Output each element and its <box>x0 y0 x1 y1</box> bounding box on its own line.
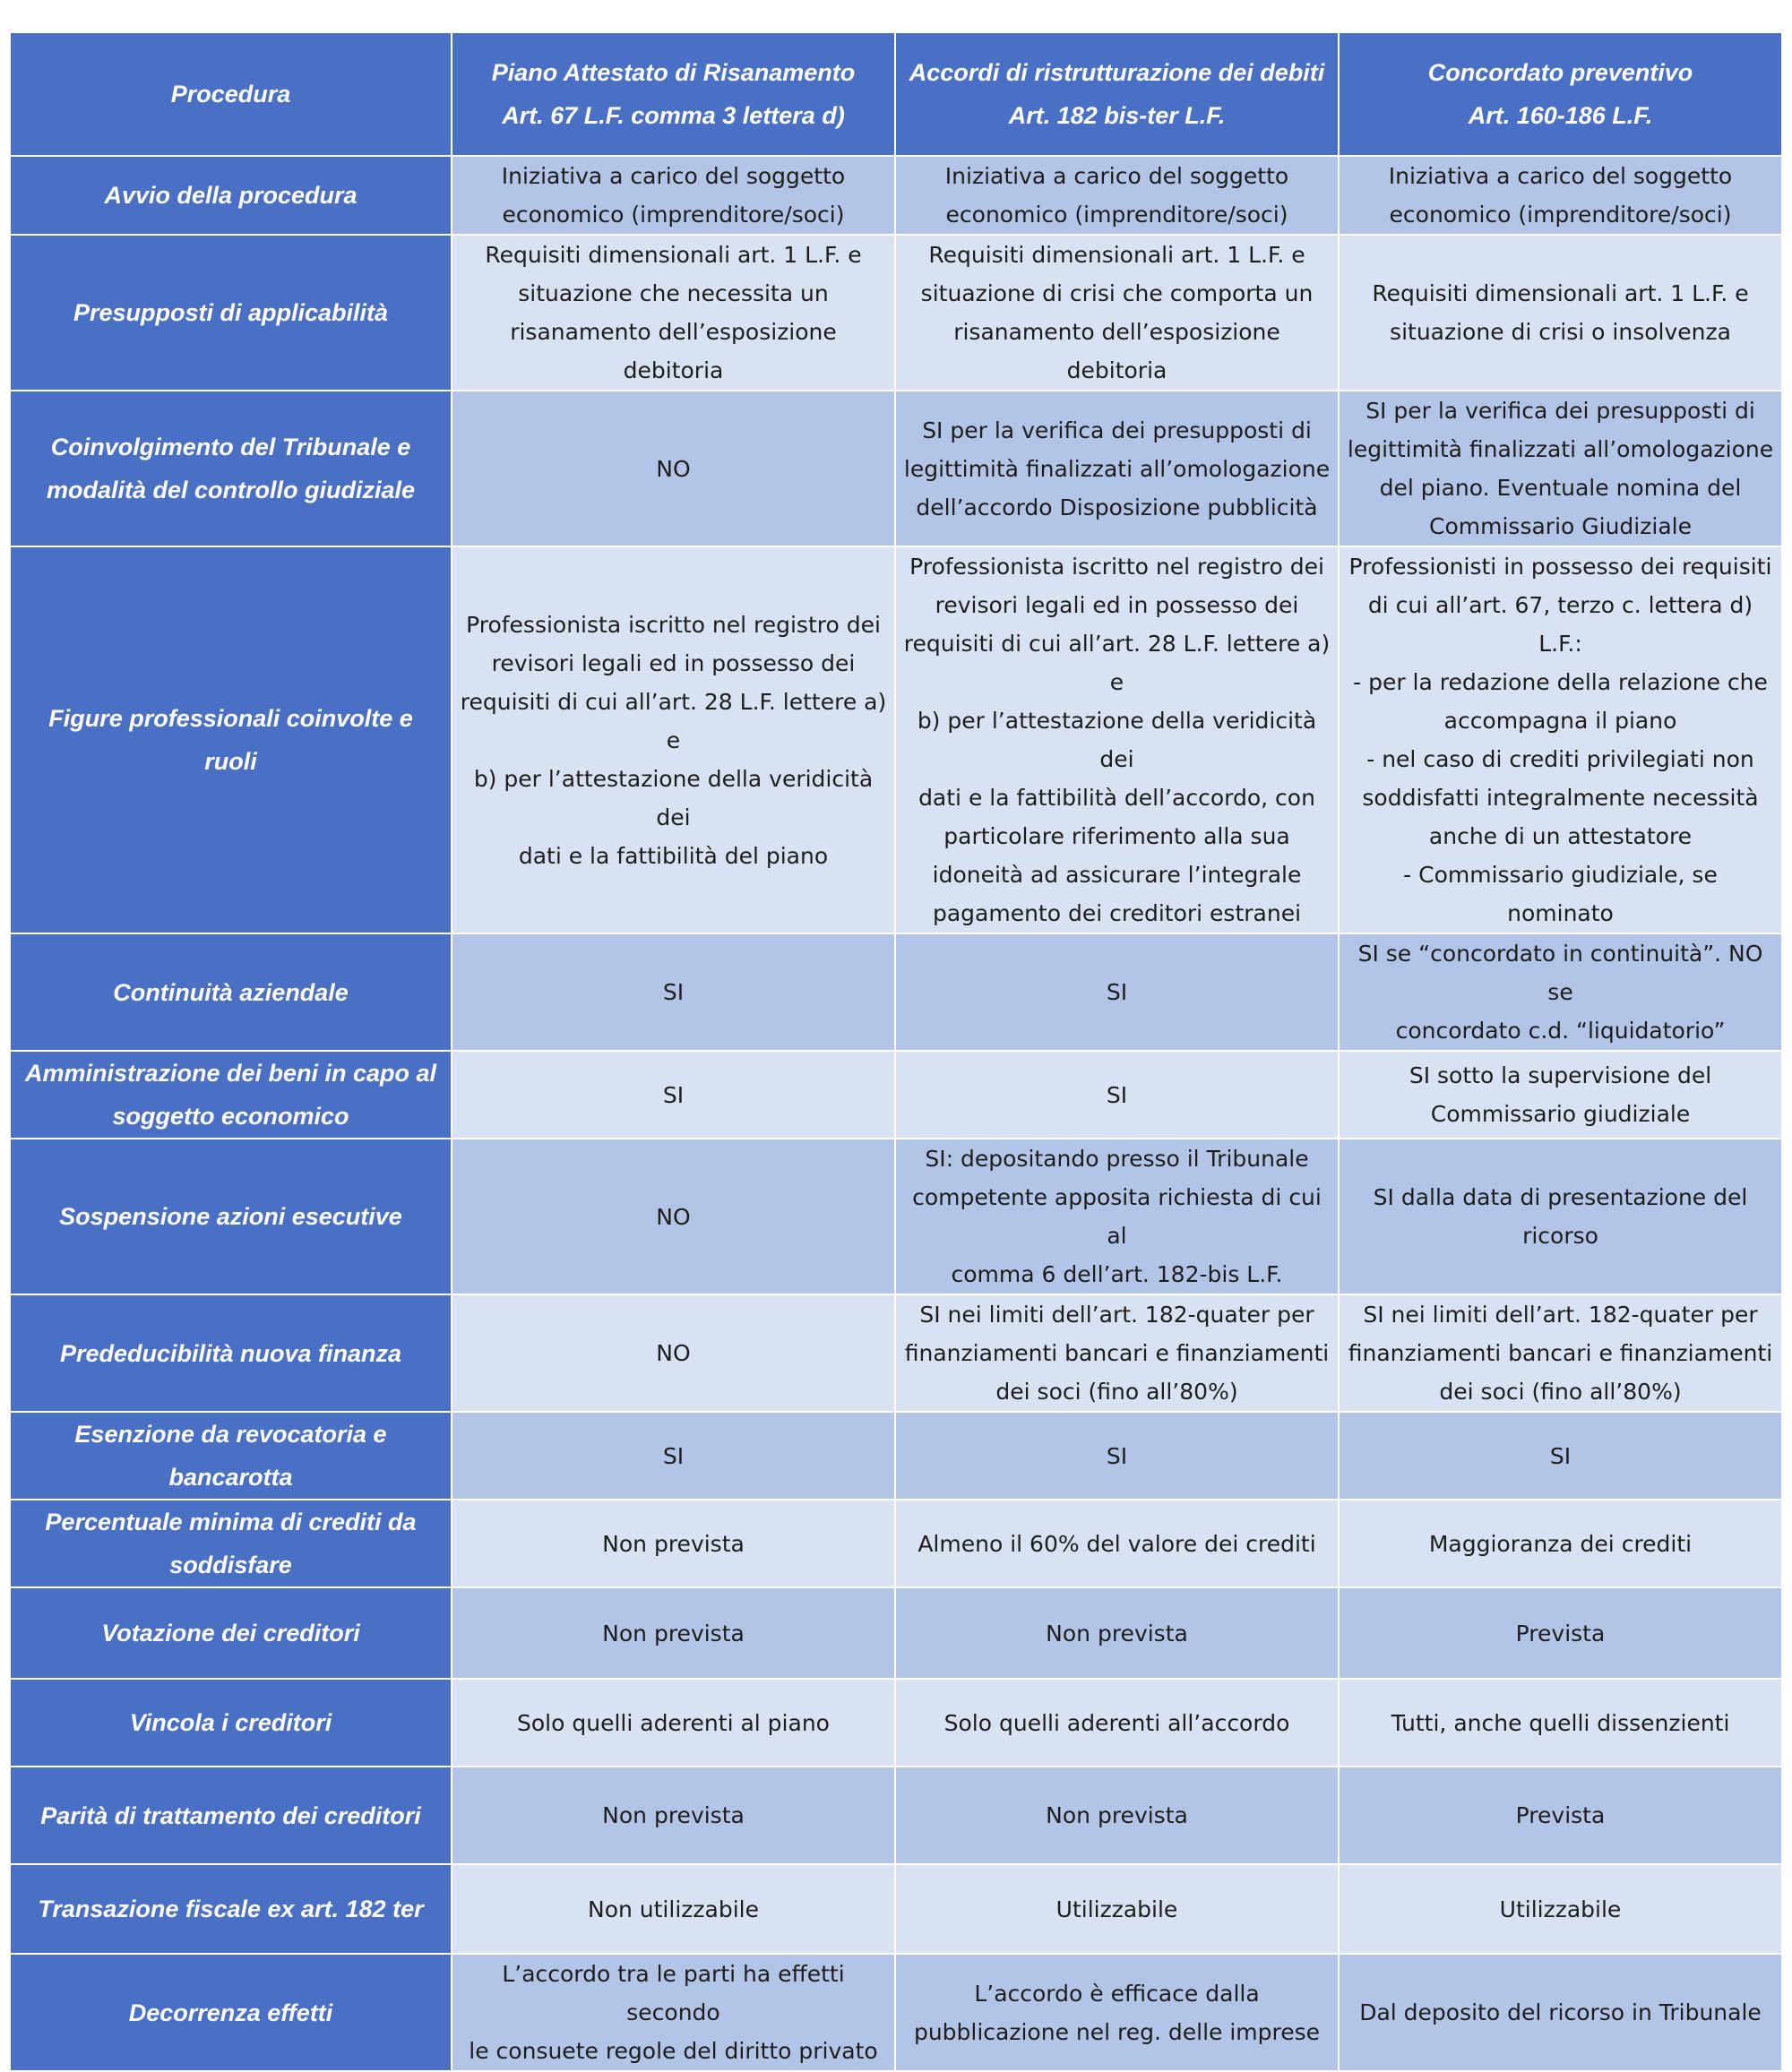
cell-accordi: Professionista iscritto nel registro dei revisori legali ed in possesso dei requisiti di cui all’art. 28 L.F. lettere a) e b) per l’attestazione della veridicità dei dati e la fattibilità dell’accordo, con particolare riferimento alla sua idoneità ad assicurare l’integrale pagamento dei creditori estranei <box>895 546 1339 933</box>
comparison-table <box>9 31 1783 2072</box>
cell-concordato: Requisiti dimensionali art. 1 L.F. e situazione di crisi o insolvenza <box>1339 235 1782 391</box>
cell-piano: NO <box>452 1139 895 1294</box>
cell-concordato: Professionisti in possesso dei requisiti di cui all’art. 67, terzo c. lettera d) L.F.: - per la redazione della relazione che accompagna il piano - nel caso di crediti privilegiati non soddisfatti integralmente necessità anche di un attestatore - Commissario giudiziale, se nominato <box>1339 546 1782 933</box>
table-row <box>10 546 1782 933</box>
cell-piano: Requisiti dimensionali art. 1 L.F. e situazione che necessita un risanamento dell’esposizione debitoria <box>452 235 895 391</box>
cell-piano: Professionista iscritto nel registro dei revisori legali ed in possesso dei requisiti di cui all’art. 28 L.F. lettere a) e b) per l’attestazione della veridicità dei dati e la fattibilità del piano <box>452 546 895 933</box>
cell-concordato: Iniziativa a carico del soggetto economico (imprenditore/soci) <box>1339 156 1782 235</box>
table-row <box>10 1139 1782 1294</box>
cell-accordi: SI <box>895 933 1339 1051</box>
row-label: Decorrenza effetti <box>10 1954 452 2071</box>
cell-accordi: Almeno il 60% del valore dei crediti <box>895 1500 1339 1587</box>
table-row <box>10 235 1782 391</box>
cell-accordi: SI <box>895 1412 1339 1500</box>
table-row <box>10 1587 1782 1679</box>
header-piano-attestato: Piano Attestato di Risanamento Art. 67 L.F. comma 3 lettera d) <box>452 32 895 156</box>
row-label: Presupposti di applicabilità <box>10 235 452 391</box>
cell-concordato: SI dalla data di presentazione del ricorso <box>1339 1139 1782 1294</box>
cell-accordi: Non prevista <box>895 1767 1339 1864</box>
cell-piano: L’accordo tra le parti ha effetti secondo le consuete regole del diritto privato <box>452 1954 895 2071</box>
table-row <box>10 1767 1782 1864</box>
cell-accordi: L’accordo è efficace dalla pubblicazione nel reg. delle imprese <box>895 1954 1339 2071</box>
row-label: Votazione dei creditori <box>10 1587 452 1679</box>
table-row <box>10 1500 1782 1587</box>
table-row <box>10 933 1782 1051</box>
cell-piano: Non prevista <box>452 1767 895 1864</box>
table-row <box>10 1954 1782 2071</box>
header-accordi-ristrutturazione: Accordi di ristrutturazione dei debiti Art. 182 bis-ter L.F. <box>895 32 1339 156</box>
header-concordato-preventivo: Concordato preventivo Art. 160-186 L.F. <box>1339 32 1782 156</box>
row-label: Percentuale minima di crediti da soddisfare <box>10 1500 452 1587</box>
cell-accordi: Solo quelli aderenti all’accordo <box>895 1679 1339 1767</box>
cell-piano: SI <box>452 933 895 1051</box>
table-row <box>10 1864 1782 1954</box>
cell-concordato: Dal deposito del ricorso in Tribunale <box>1339 1954 1782 2071</box>
row-label: Vincola i creditori <box>10 1679 452 1767</box>
cell-piano: Iniziativa a carico del soggetto economico (imprenditore/soci) <box>452 156 895 235</box>
table-row <box>10 1051 1782 1139</box>
cell-concordato: Utilizzabile <box>1339 1864 1782 1954</box>
cell-accordi: Non prevista <box>895 1587 1339 1679</box>
header-procedura: Procedura <box>10 32 452 156</box>
cell-accordi: SI: depositando presso il Tribunale competente apposita richiesta di cui al comma 6 dell’art. 182-bis L.F. <box>895 1139 1339 1294</box>
table-row <box>10 1294 1782 1412</box>
cell-piano: NO <box>452 391 895 546</box>
table-row <box>10 1412 1782 1500</box>
row-label: Sospensione azioni esecutive <box>10 1139 452 1294</box>
cell-piano: NO <box>452 1294 895 1412</box>
table-row <box>10 156 1782 235</box>
cell-piano: SI <box>452 1412 895 1500</box>
cell-accordi: Iniziativa a carico del soggetto economico (imprenditore/soci) <box>895 156 1339 235</box>
cell-piano: Non prevista <box>452 1587 895 1679</box>
header-row <box>10 32 1782 156</box>
cell-accordi: Utilizzabile <box>895 1864 1339 1954</box>
row-label: Coinvolgimento del Tribunale e modalità del controllo giudiziale <box>10 391 452 546</box>
cell-accordi: SI nei limiti dell’art. 182-quater per finanziamenti bancari e finanziamenti dei soci (fino all’80%) <box>895 1294 1339 1412</box>
cell-accordi: SI per la verifica dei presupposti di legittimità finalizzati all’omologazione dell’accordo Disposizione pubblicità <box>895 391 1339 546</box>
cell-concordato: Prevista <box>1339 1587 1782 1679</box>
table-row <box>10 1679 1782 1767</box>
cell-piano: Non utilizzabile <box>452 1864 895 1954</box>
cell-concordato: Prevista <box>1339 1767 1782 1864</box>
cell-accordi: Requisiti dimensionali art. 1 L.F. e situazione di crisi che comporta un risanamento dell’esposizione debitoria <box>895 235 1339 391</box>
row-label: Amministrazione dei beni in capo al soggetto economico <box>10 1051 452 1139</box>
row-label: Prededucibilità nuova finanza <box>10 1294 452 1412</box>
table-row <box>10 391 1782 546</box>
cell-concordato: SI sotto la supervisione del Commissario giudiziale <box>1339 1051 1782 1139</box>
cell-piano: SI <box>452 1051 895 1139</box>
cell-concordato: Maggioranza dei crediti <box>1339 1500 1782 1587</box>
cell-concordato: SI se “concordato in continuità”. NO se concordato c.d. “liquidatorio” <box>1339 933 1782 1051</box>
row-label: Esenzione da revocatoria e bancarotta <box>10 1412 452 1500</box>
row-label: Parità di trattamento dei creditori <box>10 1767 452 1864</box>
row-label: Continuità aziendale <box>10 933 452 1051</box>
row-label: Avvio della procedura <box>10 156 452 235</box>
row-label: Transazione fiscale ex art. 182 ter <box>10 1864 452 1954</box>
cell-accordi: SI <box>895 1051 1339 1139</box>
cell-concordato: SI <box>1339 1412 1782 1500</box>
cell-piano: Non prevista <box>452 1500 895 1587</box>
cell-piano: Solo quelli aderenti al piano <box>452 1679 895 1767</box>
cell-concordato: SI per la verifica dei presupposti di legittimità finalizzati all’omologazione del piano. Eventuale nomina del Commissario Giudiziale <box>1339 391 1782 546</box>
cell-concordato: Tutti, anche quelli dissenzienti <box>1339 1679 1782 1767</box>
cell-concordato: SI nei limiti dell’art. 182-quater per finanziamenti bancari e finanziamenti dei soci (fino all’80%) <box>1339 1294 1782 1412</box>
comparison-table-wrapper <box>9 31 1781 2072</box>
row-label: Figure professionali coinvolte e ruoli <box>10 546 452 933</box>
